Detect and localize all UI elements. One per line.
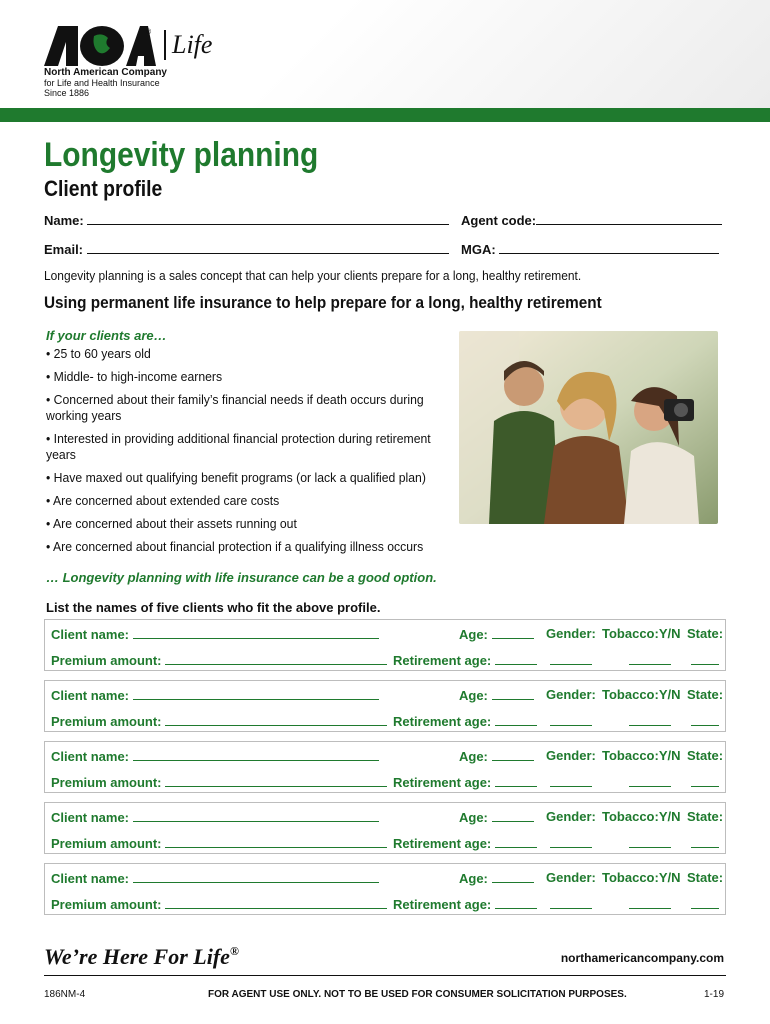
gender-line[interactable] xyxy=(550,713,592,726)
state-line[interactable] xyxy=(691,896,719,909)
client-name-line[interactable] xyxy=(133,687,379,700)
premium-line[interactable] xyxy=(165,713,387,726)
state-field[interactable] xyxy=(691,774,719,790)
age-line[interactable] xyxy=(492,748,534,761)
profile-bullet-list xyxy=(46,346,456,562)
age-field[interactable] xyxy=(459,870,534,886)
state-field[interactable] xyxy=(691,713,719,729)
agent-code-line[interactable] xyxy=(536,212,722,225)
gender-field[interactable] xyxy=(550,774,592,790)
client-name-label: Client name: xyxy=(51,688,130,703)
retirement-age-label: Retirement age: xyxy=(393,653,492,668)
client-name-field[interactable] xyxy=(51,809,379,825)
gender-field[interactable] xyxy=(550,896,592,912)
client-name-field[interactable] xyxy=(51,748,379,764)
tobacco-line[interactable] xyxy=(629,652,671,665)
tobacco-field[interactable] xyxy=(629,835,671,851)
name-label: Name: xyxy=(44,213,84,228)
premium-label: Premium amount: xyxy=(51,653,162,668)
nacolah-logo-icon xyxy=(44,26,156,66)
footer-divider xyxy=(44,975,726,976)
tobacco-field[interactable] xyxy=(629,896,671,912)
intro-paragraph: Longevity planning is a sales concept that can help your clients prepare for a long, healthy retirement. xyxy=(44,268,582,283)
retirement-age-label: Retirement age: xyxy=(393,897,492,912)
tobacco-line[interactable] xyxy=(629,896,671,909)
retirement-age-line[interactable] xyxy=(495,774,537,787)
gender-label: Gender: xyxy=(546,626,596,641)
tobacco-field[interactable] xyxy=(629,713,671,729)
premium-field[interactable] xyxy=(51,774,387,790)
name-line[interactable] xyxy=(87,212,449,225)
email-line[interactable] xyxy=(87,241,449,254)
gender-field[interactable] xyxy=(550,835,592,851)
logo-life-label: Life xyxy=(172,30,213,59)
state-label: State: xyxy=(687,870,724,885)
gender-line[interactable] xyxy=(550,896,592,909)
state-field[interactable] xyxy=(691,835,719,851)
closing-statement: … Longevity planning with life insurance can be a good option. xyxy=(46,570,437,585)
gender-line[interactable] xyxy=(550,835,592,848)
form-date: 1-19 xyxy=(703,989,724,1000)
if-clients-heading: If your clients are… xyxy=(46,328,167,343)
age-label: Age: xyxy=(459,871,488,886)
logo-registered-mark: ® xyxy=(146,29,152,36)
age-line[interactable] xyxy=(492,870,534,883)
list-item: • Have maxed out qualifying benefit programs (or lack a qualified plan) xyxy=(46,470,426,485)
retirement-age-line[interactable] xyxy=(495,713,537,726)
list-item: • Middle- to high-income earners xyxy=(46,369,223,384)
company-tagline: for Life and Health Insurance xyxy=(44,78,160,88)
tobacco-label: Tobacco:Y/N xyxy=(602,626,681,641)
tobacco-label: Tobacco:Y/N xyxy=(602,870,681,885)
premium-line[interactable] xyxy=(165,652,387,665)
tobacco-label: Tobacco:Y/N xyxy=(602,809,681,824)
gender-line[interactable] xyxy=(550,652,592,665)
client-name-label: Client name: xyxy=(51,749,130,764)
agent-code-field[interactable] xyxy=(461,212,722,228)
retirement-age-field[interactable] xyxy=(393,652,537,668)
client-name-field[interactable] xyxy=(51,870,379,886)
client-name-field[interactable] xyxy=(51,687,379,703)
list-item: • Are concerned about financial protection if a qualifying illness occurs xyxy=(46,539,424,554)
tobacco-line[interactable] xyxy=(629,835,671,848)
retirement-age-field[interactable] xyxy=(393,835,537,851)
tobacco-label: Tobacco:Y/N xyxy=(602,687,681,702)
age-field[interactable] xyxy=(459,687,534,703)
premium-field[interactable] xyxy=(51,652,387,668)
retirement-age-field[interactable] xyxy=(393,774,537,790)
gender-field[interactable] xyxy=(550,652,592,668)
premium-label: Premium amount: xyxy=(51,897,162,912)
name-field[interactable] xyxy=(44,212,449,228)
email-field[interactable] xyxy=(44,241,449,257)
agent-use-disclaimer: FOR AGENT USE ONLY. NOT TO BE USED FOR CONSUMER SOLICITATION PURPOSES. xyxy=(208,989,627,1000)
page-subtitle: Client profile xyxy=(44,176,163,201)
retirement-age-line[interactable] xyxy=(495,896,537,909)
state-label: State: xyxy=(687,748,724,763)
page-title: Longevity planning xyxy=(44,136,319,174)
list-item: • Concerned about their family’s financial needs if death occurs during working years xyxy=(46,392,424,423)
tobacco-line[interactable] xyxy=(629,774,671,787)
client-name-line[interactable] xyxy=(133,626,379,639)
retirement-age-line[interactable] xyxy=(495,652,537,665)
email-label: Email: xyxy=(44,242,84,257)
client-name-line[interactable] xyxy=(133,748,379,761)
company-name-block xyxy=(44,68,167,98)
state-line[interactable] xyxy=(691,652,719,665)
client-card-5 xyxy=(44,863,726,915)
header-green-bar xyxy=(0,108,770,122)
age-label: Age: xyxy=(459,810,488,825)
agent-code-label: Agent code: xyxy=(461,213,537,228)
premium-field[interactable] xyxy=(51,713,387,729)
age-line[interactable] xyxy=(492,687,534,700)
age-field[interactable] xyxy=(459,626,534,642)
client-list-heading: List the names of five clients who fit the above profile. xyxy=(46,600,381,615)
form-code: 186NM-4 xyxy=(44,989,86,1000)
list-item: • Are concerned about extended care costs xyxy=(46,493,280,508)
client-name-line[interactable] xyxy=(133,809,379,822)
premium-label: Premium amount: xyxy=(51,775,162,790)
footer-slogan xyxy=(44,944,239,970)
premium-field[interactable] xyxy=(51,835,387,851)
client-name-label: Client name: xyxy=(51,810,130,825)
client-card-2 xyxy=(44,680,726,732)
tobacco-field[interactable] xyxy=(629,652,671,668)
company-since: Since 1886 xyxy=(44,88,90,98)
state-line[interactable] xyxy=(691,774,719,787)
gender-label: Gender: xyxy=(546,748,596,763)
state-label: State: xyxy=(687,626,724,641)
retirement-age-label: Retirement age: xyxy=(393,775,492,790)
retirement-age-field[interactable] xyxy=(393,896,537,912)
tobacco-line[interactable] xyxy=(629,713,671,726)
age-field[interactable] xyxy=(459,748,534,764)
tobacco-field[interactable] xyxy=(629,774,671,790)
footer-url-link[interactable]: northamericancompany.com xyxy=(560,951,724,965)
mga-line[interactable] xyxy=(499,241,719,254)
client-card-3 xyxy=(44,741,726,793)
mga-field[interactable] xyxy=(461,241,719,257)
client-card-1 xyxy=(44,619,726,671)
age-label: Age: xyxy=(459,627,488,642)
state-field[interactable] xyxy=(691,896,719,912)
premium-label: Premium amount: xyxy=(51,714,162,729)
retirement-age-label: Retirement age: xyxy=(393,714,492,729)
mga-label: MGA: xyxy=(461,242,496,257)
state-line[interactable] xyxy=(691,835,719,848)
gender-label: Gender: xyxy=(546,687,596,702)
retirement-age-field[interactable] xyxy=(393,713,537,729)
premium-label: Premium amount: xyxy=(51,836,162,851)
age-label: Age: xyxy=(459,749,488,764)
client-name-label: Client name: xyxy=(51,871,130,886)
retirement-age-label: Retirement age: xyxy=(393,836,492,851)
gender-label: Gender: xyxy=(546,809,596,824)
tobacco-label: Tobacco:Y/N xyxy=(602,748,681,763)
age-line[interactable] xyxy=(492,626,534,639)
client-name-field[interactable] xyxy=(51,626,379,642)
section-heading: Using permanent life insurance to help prepare for a long, healthy retirement xyxy=(44,293,602,312)
client-card-4 xyxy=(44,802,726,854)
gender-line[interactable] xyxy=(550,774,592,787)
premium-line[interactable] xyxy=(165,774,387,787)
state-field[interactable] xyxy=(691,652,719,668)
logo-divider xyxy=(164,30,166,60)
footer-slogan-text: We’re Here For Life xyxy=(44,944,230,969)
gender-field[interactable] xyxy=(550,713,592,729)
age-label: Age: xyxy=(459,688,488,703)
premium-line[interactable] xyxy=(165,835,387,848)
state-line[interactable] xyxy=(691,713,719,726)
list-item: • Are concerned about their assets running out xyxy=(46,516,297,531)
client-name-line[interactable] xyxy=(133,870,379,883)
premium-line[interactable] xyxy=(165,896,387,909)
footer-slogan-mark: ® xyxy=(229,944,239,958)
state-label: State: xyxy=(687,687,724,702)
list-item: • 25 to 60 years old xyxy=(46,346,151,361)
client-name-label: Client name: xyxy=(51,627,130,642)
list-item: • Interested in providing additional financial protection during retirement years xyxy=(46,431,431,462)
premium-field[interactable] xyxy=(51,896,387,912)
family-photo xyxy=(459,331,718,524)
gender-label: Gender: xyxy=(546,870,596,885)
age-line[interactable] xyxy=(492,809,534,822)
retirement-age-line[interactable] xyxy=(495,835,537,848)
company-name: North American Company xyxy=(44,67,167,78)
state-label: State: xyxy=(687,809,724,824)
age-field[interactable] xyxy=(459,809,534,825)
